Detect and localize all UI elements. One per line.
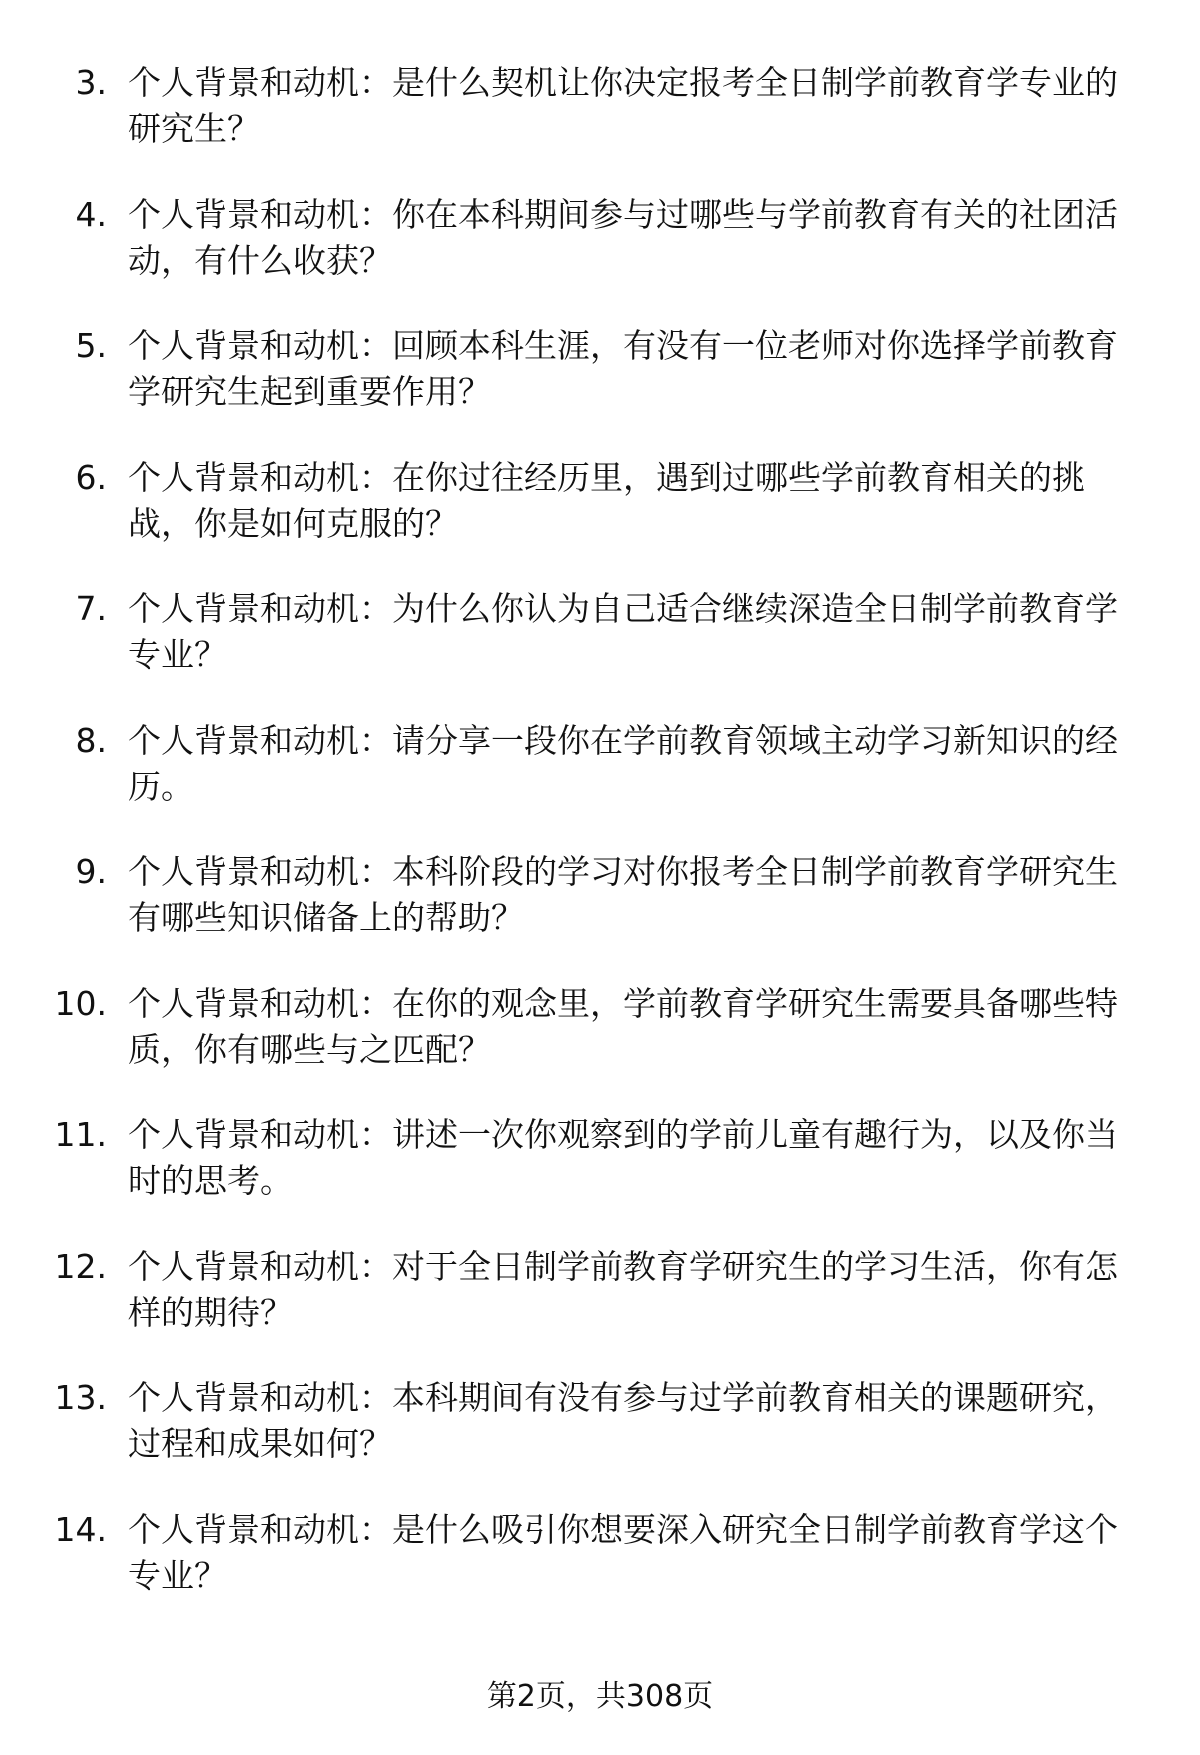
question-number: 11. (54, 1115, 107, 1154)
question-item (0, 1112, 1200, 1244)
question-number: 6. (75, 457, 107, 497)
question-item (0, 323, 1200, 455)
question-item (0, 981, 1200, 1113)
question-text: 个人背景和动机：回顾本科生涯，有没有一位老师对你选择学前教育学研究生起到重要作用？ (128, 326, 1118, 411)
question-number: 14. (54, 1509, 107, 1549)
question-text: 个人背景和动机：是什么吸引你想要深入研究全日制学前教育学这个专业？ (128, 1509, 1118, 1595)
question-item (0, 1507, 1200, 1639)
question-number: 5. (75, 326, 107, 365)
question-text: 个人背景和动机：在你的观念里，学前教育学研究生需要具备哪些特质，你有哪些与之匹配？ (128, 983, 1118, 1069)
question-text: 个人背景和动机：讲述一次你观察到的学前儿童有趣行为，以及你当时的思考。 (128, 1115, 1118, 1200)
question-number: 7. (75, 589, 107, 628)
question-text: 个人背景和动机：请分享一段你在学前教育领域主动学习新知识的经历。 (128, 720, 1118, 806)
question-number: 8. (75, 720, 107, 760)
question-item (0, 455, 1200, 587)
question-item (0, 718, 1200, 850)
question-number: 9. (75, 852, 107, 891)
question-number: 12. (54, 1246, 107, 1286)
question-item (0, 192, 1200, 324)
question-text: 个人背景和动机：对于全日制学前教育学研究生的学习生活，你有怎样的期待？ (128, 1246, 1118, 1332)
question-text: 个人背景和动机：本科阶段的学习对你报考全日制学前教育学研究生有哪些知识储备上的帮助？ (128, 852, 1118, 937)
question-number: 3. (75, 63, 107, 102)
page-number-footer: 第2页，共308页 (486, 1679, 714, 1714)
question-number: 10. (54, 983, 107, 1023)
question-item (0, 1244, 1200, 1376)
question-item (0, 1375, 1200, 1507)
question-text: 个人背景和动机：为什么你认为自己适合继续深造全日制学前教育学专业？ (128, 589, 1118, 674)
question-text: 个人背景和动机：是什么契机让你决定报考全日制学前教育学专业的研究生？ (128, 63, 1118, 148)
question-text: 个人背景和动机：在你过往经历里，遇到过哪些学前教育相关的挑战，你是如何克服的？ (128, 457, 1085, 543)
question-number: 13. (54, 1378, 107, 1417)
question-item (0, 849, 1200, 981)
question-item (0, 60, 1200, 192)
question-list (0, 60, 1200, 1638)
question-text: 个人背景和动机：本科期间有没有参与过学前教育相关的课题研究，过程和成果如何？ (128, 1378, 1118, 1463)
question-number: 4. (75, 194, 107, 234)
question-text: 个人背景和动机：你在本科期间参与过哪些与学前教育有关的社团活动，有什么收获？ (128, 194, 1118, 280)
question-item (0, 586, 1200, 718)
